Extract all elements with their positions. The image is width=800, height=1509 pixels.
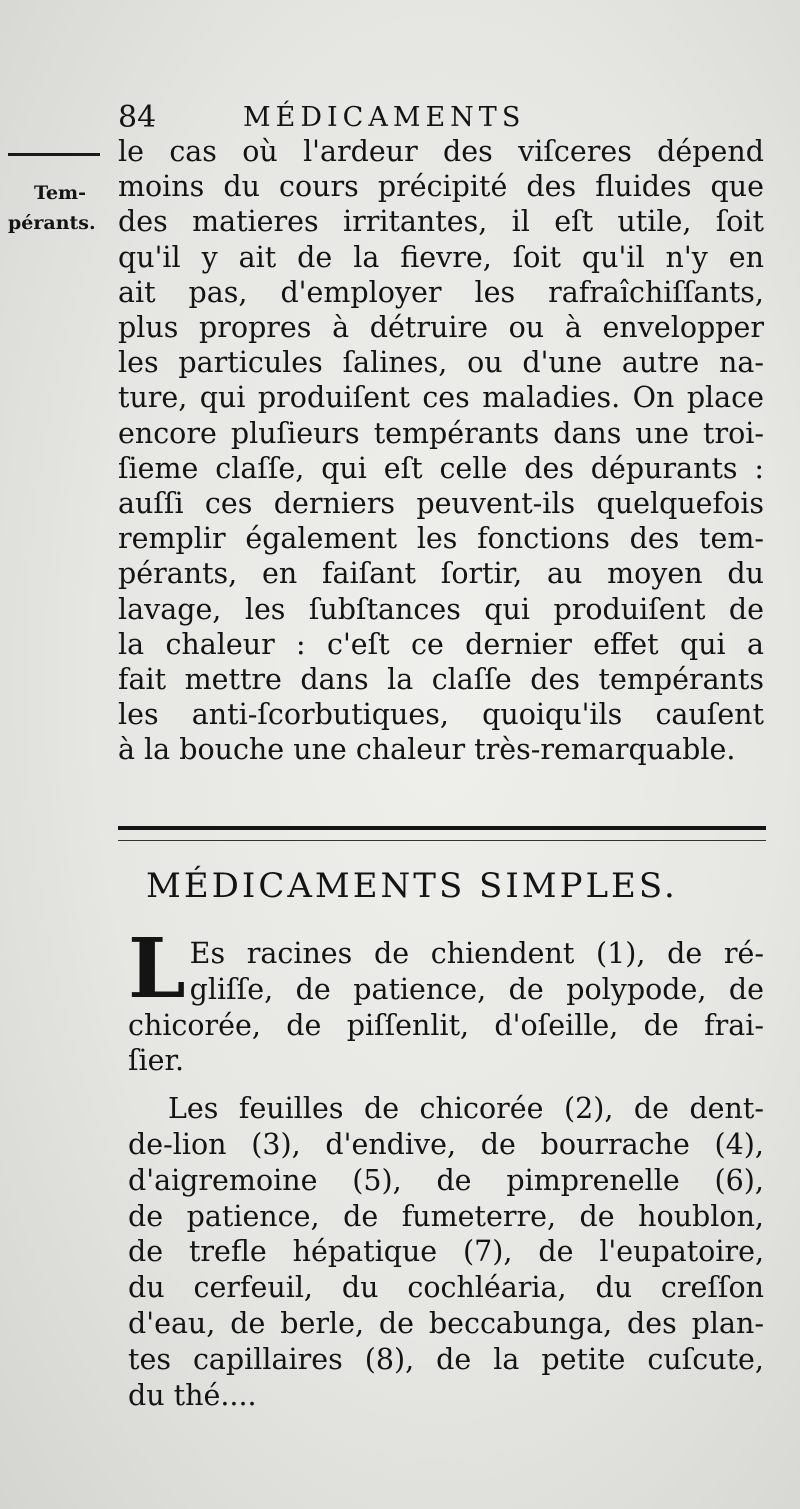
running-head: MÉDICAMENTS	[243, 102, 526, 133]
text-line: remplir également les fonctions des tem-	[118, 522, 764, 556]
drop-cap: L	[128, 921, 186, 1017]
text-line: lavage, les ſubſtances qui produiſent de	[118, 592, 764, 626]
paragraph-leaves	[128, 1091, 764, 1413]
text-line: encore pluſieurs tempérants dans une troi-	[118, 416, 764, 450]
text-line: qu'il y ait de la fievre, ſoit qu'il n'y en	[118, 240, 764, 274]
text-line: ture, qui produiſent ces maladies. On place	[118, 381, 764, 415]
text-line: moins du cours précipité des fluides que	[118, 170, 764, 204]
text-line: de-lion (3), d'endive, de bourrache (4),	[128, 1127, 764, 1161]
text-line: auſſi ces derniers peuvent-ils quelquefois	[118, 487, 764, 521]
margin-note-line: Tem-	[34, 182, 87, 204]
text-line: tes capillaires (8), de la petite cuſcute,	[128, 1342, 764, 1376]
text-line: les particules ſalines, ou d'une autre na-	[118, 346, 764, 380]
text-line: d'aigremoine (5), de pimprenelle (6),	[128, 1163, 764, 1197]
text-line: ait pas, d'employer les rafraîchiſſants,	[118, 275, 764, 309]
text-line: ſieme claſſe, qui eſt celle des dépurants :	[118, 451, 764, 485]
section-body	[128, 921, 764, 1413]
text-line: la chaleur : c'eſt ce dernier effet qui a	[118, 627, 764, 661]
section-rule-thin	[118, 840, 766, 841]
text-line: à la bouche une chaleur très-remarquable.	[118, 733, 736, 767]
section-title: MÉDICAMENTS SIMPLES.	[146, 866, 678, 906]
page-header	[118, 98, 598, 138]
text-line: Les feuilles de chicorée (2), de dent-	[168, 1092, 764, 1126]
text-line: des matieres irritantes, il eſt utile, ſoit	[118, 205, 764, 239]
text-line: les anti-ſcorbutiques, quoiqu'ils cauſent	[118, 698, 764, 732]
text-line: Es racines de chiendent (1), de ré-	[189, 937, 764, 970]
margin-note	[8, 178, 118, 238]
text-line: de trefle hépatique (7), de l'eupatoire,	[128, 1235, 764, 1269]
text-line: plus propres à détruire ou à envelopper	[118, 311, 764, 345]
margin-dash	[8, 153, 100, 156]
page-number: 84	[118, 100, 157, 135]
text-line: fait mettre dans la claſſe des tempérants	[118, 663, 764, 697]
text-line: du cerfeuil, du cochléaria, du creſſon	[128, 1271, 764, 1305]
section-rule-thick	[118, 826, 766, 830]
text-line: du thé....	[128, 1378, 257, 1412]
paragraph-roots	[128, 921, 764, 1079]
text-line: chicorée, de piſſenlit, d'oſeille, de frai-	[128, 1008, 764, 1042]
text-line: d'eau, de berle, de beccabunga, des plan-	[128, 1306, 764, 1340]
body-text	[118, 134, 764, 768]
text-line: de patience, de fumeterre, de houblon,	[128, 1199, 764, 1233]
text-line: gliſſe, de patience, de polypode, de	[189, 972, 764, 1006]
text-line: pérants, en faiſant ſortir, au moyen du	[118, 557, 764, 591]
text-line: le cas où l'ardeur des viſceres dépend	[118, 135, 764, 168]
margin-note-line: pérants.	[8, 212, 96, 234]
text-line: ſier.	[128, 1044, 185, 1078]
